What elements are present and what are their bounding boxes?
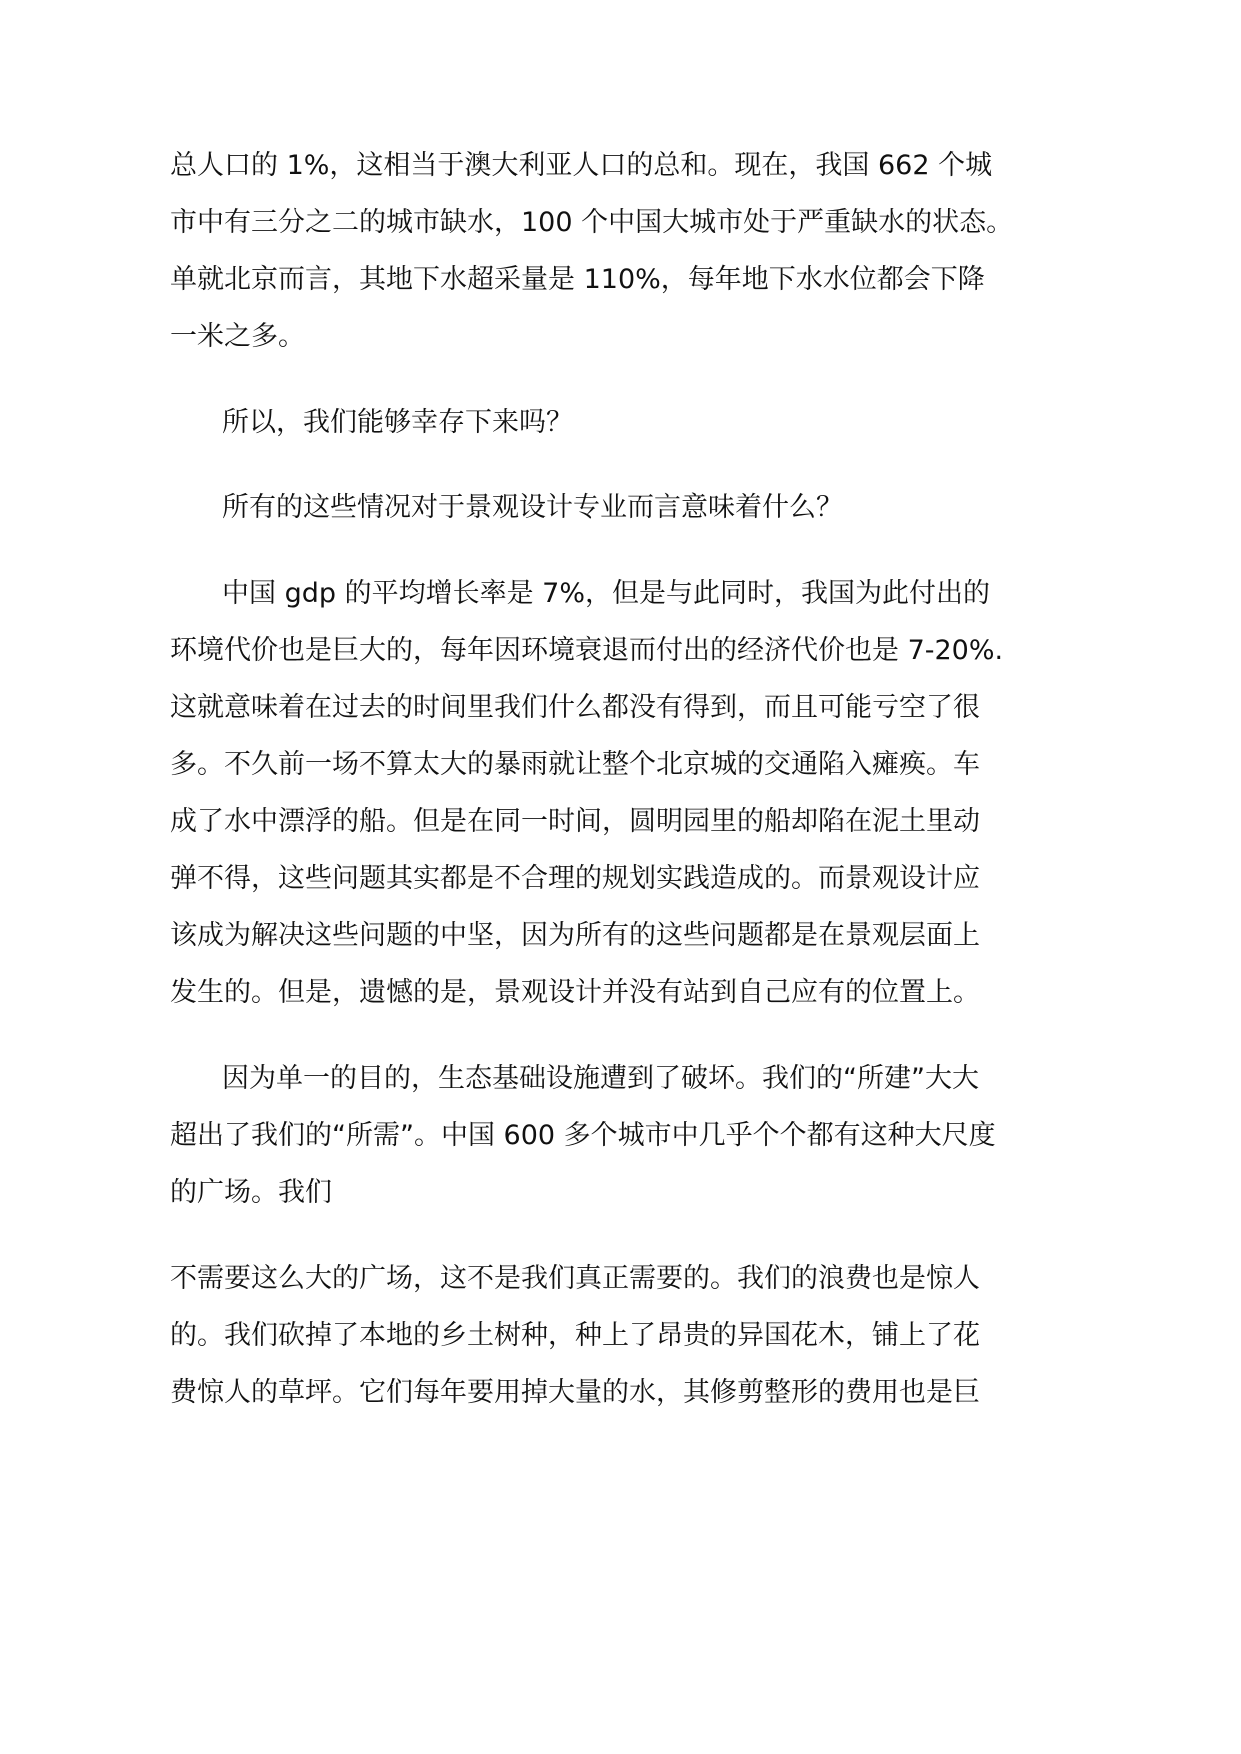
text-line: 单就北京而言，其地下水超采量是 110%，每年地下水水位都会下降 bbox=[170, 264, 985, 295]
text-line: 总人口的 1%，这相当于澳大利亚人口的总和。现在，我国 662 个城 bbox=[170, 150, 993, 181]
text-line: 发生的。但是，遗憾的是，景观设计并没有站到自己应有的位置上。 bbox=[170, 977, 980, 1008]
text-line: 的广场。我们 bbox=[170, 1177, 332, 1208]
text-line: 成了水中漂浮的船。但是在同一时间，圆明园里的船却陷在泥土里动 bbox=[170, 806, 980, 837]
text-line: 弹不得，这些问题其实都是不合理的规划实践造成的。而景观设计应 bbox=[170, 863, 980, 894]
text-line: 一米之多。 bbox=[170, 321, 305, 352]
text-line: 中国 gdp 的平均增长率是 7%，但是与此同时，我国为此付出的 bbox=[222, 578, 990, 609]
text-line: 的。我们砍掉了本地的乡土树种，种上了昂贵的异国花木，铺上了花 bbox=[170, 1320, 980, 1351]
text-line: 该成为解决这些问题的中坚，因为所有的这些问题都是在景观层面上 bbox=[170, 920, 980, 951]
text-line: 因为单一的目的，生态基础设施遭到了破坏。我们的“所建”大大 bbox=[222, 1063, 979, 1094]
text-line: 环境代价也是巨大的，每年因环境衰退而付出的经济代价也是 7-20%. bbox=[170, 635, 1004, 666]
text-line: 多。不久前一场不算太大的暴雨就让整个北京城的交通陷入瘫痪。车 bbox=[170, 749, 980, 780]
text-line: 费惊人的草坪。它们每年要用掉大量的水，其修剪整形的费用也是巨 bbox=[170, 1377, 980, 1408]
text-line: 不需要这么大的广场，这不是我们真正需要的。我们的浪费也是惊人 bbox=[170, 1263, 980, 1294]
text-line: 所有的这些情况对于景观设计专业而言意味着什么？ bbox=[222, 492, 843, 523]
text-line: 这就意味着在过去的时间里我们什么都没有得到，而且可能亏空了很 bbox=[170, 692, 980, 723]
text-line: 所以，我们能够幸存下来吗？ bbox=[222, 407, 573, 438]
text-line: 超出了我们的“所需”。中国 600 多个城市中几乎个个都有这种大尺度 bbox=[170, 1120, 996, 1151]
text-line: 市中有三分之二的城市缺水，100 个中国大城市处于严重缺水的状态。 bbox=[170, 207, 1014, 238]
